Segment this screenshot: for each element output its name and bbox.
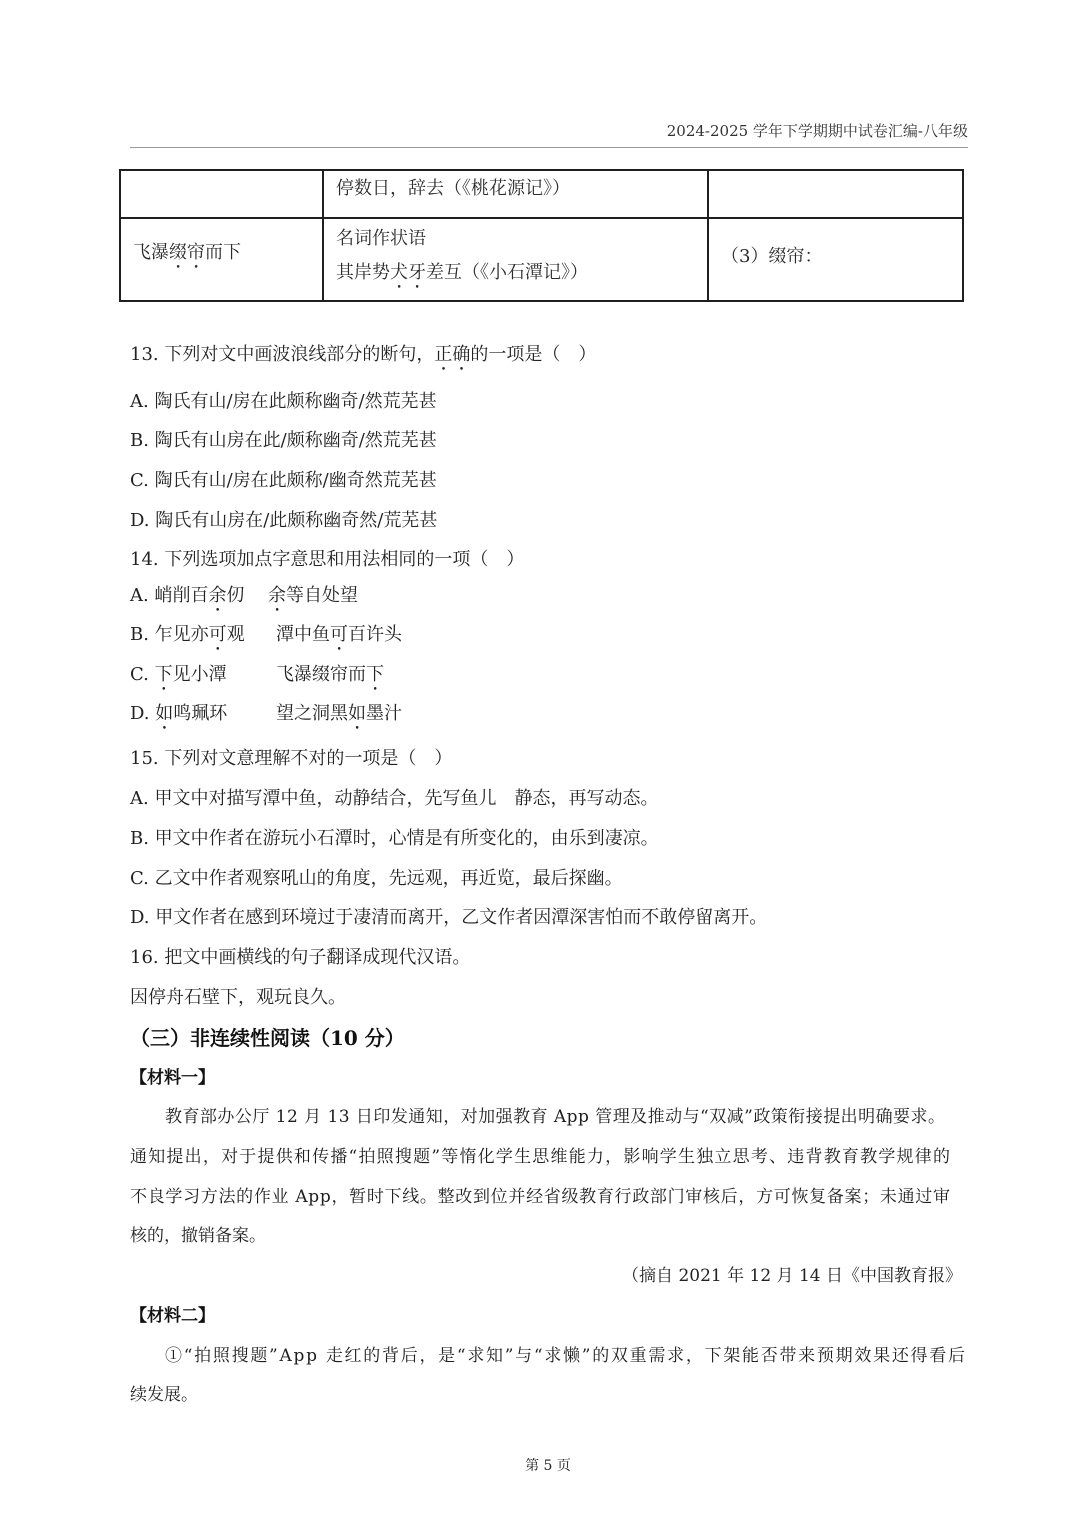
q16-sentence: 因停舟石壁下，观玩良久。 [130, 987, 346, 1008]
q14-option-b-left [130, 623, 245, 655]
q13-stem [130, 343, 596, 375]
emphasized-chars: 下 [154, 664, 173, 685]
material2-title: 【材料二】 [130, 1306, 215, 1326]
q16-stem: 16. 把文中画横线的句子翻译成现代汉语。 [130, 947, 471, 968]
vocab-table [119, 169, 964, 302]
material1-source: （摘自 2021 年 12 月 14 日《中国教育报》 [622, 1266, 962, 1286]
q13-option-c: C. 陶氏有山/房在此颇称/幽奇然荒芜甚 [130, 470, 437, 491]
header-rule [130, 147, 968, 148]
section-heading: （三）非连续性阅读（10 分） [130, 1026, 405, 1050]
option-label: D. [130, 703, 156, 724]
option-label: C. [130, 664, 155, 685]
option-text: 墨汁 [366, 703, 402, 724]
stem-text: 13. 下列对文中画波浪线部分的断句， [130, 344, 435, 365]
emphasized-chars: 如 [155, 703, 174, 724]
material2-paragraph-line [165, 1344, 965, 1368]
option-text: 乍见亦 [154, 624, 209, 645]
stem-text: 的一项是（ ） [470, 344, 597, 365]
option-text: 等自处望 [286, 585, 358, 606]
page-number: 第 5 页 [525, 1458, 571, 1474]
table-row [120, 218, 963, 301]
option-text: 仞 [226, 585, 245, 606]
option-text: 百许头 [348, 624, 402, 645]
paragraph-text: ①“拍照搜题”App 走红的背后，是“求知”与“求懒”的双重需求，下架能否带来预期效果还得看后 [165, 1346, 967, 1366]
material1-paragraph-line [130, 1224, 266, 1248]
option-text: 鸣珮环 [173, 703, 228, 724]
table-cell-example [323, 170, 708, 218]
emphasized-chars: 如 [348, 703, 366, 724]
q13-option-d: D. 陶氏有山房在/此颇称幽奇然/荒芜甚 [130, 510, 438, 531]
cell-text: 而下 [205, 241, 241, 263]
option-label: A. [130, 585, 155, 606]
table-row [120, 170, 963, 218]
q14-stem: 14. 下列选项加点字意思和用法相同的一项（ ） [130, 549, 525, 570]
cell-text: （3）缀帘： [721, 245, 823, 267]
q14-option-d-right [276, 702, 402, 734]
emphasized-chars: 犬牙 [390, 262, 426, 283]
q13-option-a: A. 陶氏有山/房在此颇称幽奇/然荒芜甚 [130, 391, 437, 412]
option-text: 峭削百 [154, 585, 209, 606]
cell-text: 飞瀑 [133, 241, 169, 263]
material1-title: 【材料一】 [130, 1068, 215, 1088]
emphasized-chars: 余 [268, 585, 286, 606]
material1-paragraph-line [165, 1105, 945, 1129]
option-text: 观 [226, 624, 245, 645]
table-cell-word [120, 218, 323, 301]
q15-stem: 15. 下列对文意理解不对的一项是（ ） [130, 748, 453, 769]
table-cell-word [120, 170, 323, 218]
cell-text: 停数日，辞去（《桃花源记》） [336, 178, 570, 199]
q14-option-b-right [276, 623, 402, 655]
emphasized-chars: 下 [366, 664, 384, 685]
q14-option-c-right [276, 663, 384, 695]
q14-option-a-left [130, 584, 244, 616]
cell-text: 其岸势 [336, 262, 390, 283]
option-text: 见小潭 [172, 664, 227, 685]
cell-text-line [336, 256, 695, 293]
emphasized-chars: 缀帘 [169, 241, 205, 263]
paragraph-text: 通知提出，对于提供和传播“拍照搜题”等惰化学生思维能力，影响学生独立思考、违背教育教学规律的 [130, 1147, 952, 1167]
paragraph-text: 不良学习方法的作业 App，暂时下线。整改到位并经省级教育行政部门审核后，方可恢复备案；未通过审 [130, 1187, 951, 1207]
emphasized-chars: 可 [208, 624, 227, 645]
table-cell-answer [708, 170, 963, 218]
cell-text: 差互（《小石潭记》） [426, 262, 588, 283]
q15-option-a: A. 甲文中对描写潭中鱼，动静结合，先写鱼儿 静态，再写动态。 [130, 788, 659, 809]
running-header-title: 2024-2025 学年下学期期中试卷汇编-八年级 [666, 122, 968, 140]
q14-option-c-left [130, 663, 227, 695]
emphasized-chars: 可 [330, 624, 348, 645]
q15-option-d: D. 甲文作者在感到环境过于凄清而离开，乙文作者因潭深害怕而不敢停留离开。 [130, 907, 768, 928]
paragraph-text: 教育部办公厅 12 月 13 日印发通知，对加强教育 App 管理及推动与“双减”政策衔接提出明确要求。 [165, 1107, 946, 1127]
q15-option-b: B. 甲文中作者在游玩小石潭时，心情是有所变化的，由乐到凄凉。 [130, 828, 659, 849]
q15-option-c: C. 乙文中作者观察吼山的角度，先远观，再近览，最后探幽。 [130, 868, 623, 889]
q14-option-d-left [130, 702, 227, 734]
q14-option-a-right [268, 584, 358, 616]
material1-paragraph-line [130, 1145, 950, 1169]
option-text: 飞瀑缀帘而 [276, 664, 366, 685]
q13-option-b: B. 陶氏有山房在此/颇称幽奇/然荒芜甚 [130, 430, 437, 451]
emphasized-chars: 余 [208, 585, 227, 606]
option-text: 望之洞黑 [276, 703, 348, 724]
paragraph-text: 续发展。 [130, 1385, 198, 1405]
paragraph-text: 核的，撤销备案。 [130, 1226, 266, 1246]
option-text: 潭中鱼 [276, 624, 330, 645]
option-label: B. [130, 624, 155, 645]
emphasized-chars: 正确 [434, 344, 471, 365]
table-cell-answer [708, 218, 963, 301]
material1-paragraph-line [130, 1185, 950, 1209]
table-cell-example [323, 218, 708, 301]
cell-text: 名词作状语 [336, 228, 426, 249]
material2-paragraph-line [130, 1383, 198, 1407]
